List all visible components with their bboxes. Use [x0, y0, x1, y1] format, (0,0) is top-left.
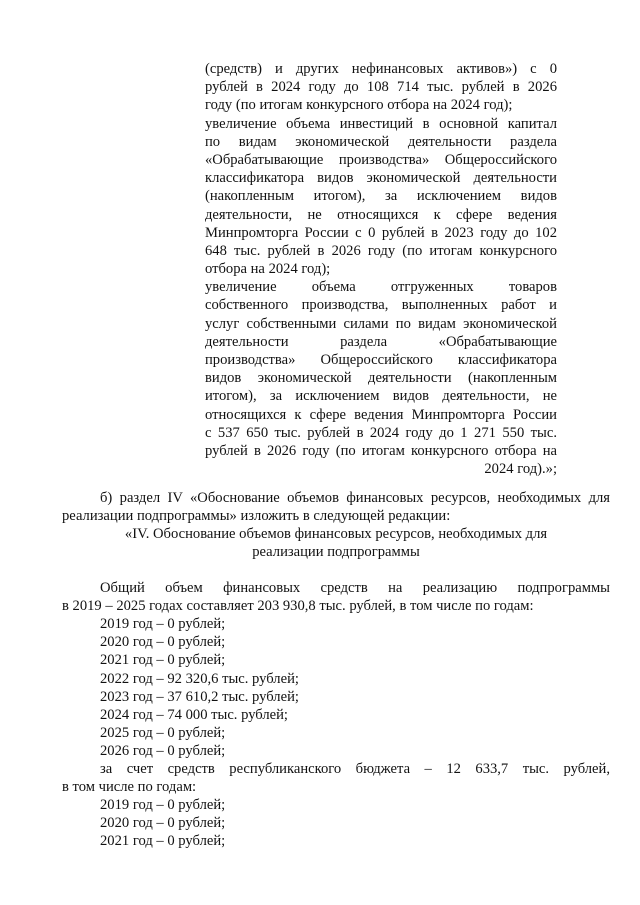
- total-funding-paragraph: [62, 579, 610, 615]
- targets-line: с 537 650 тыс. рублей в 2024 году до 1 271 550 тыс.: [205, 424, 557, 441]
- amendment-paragraph: [62, 489, 610, 525]
- amendment-line-1: б) раздел IV «Обоснование объемов финансовых ресурсов, необходимых для: [100, 490, 610, 506]
- targets-line: видов экономической деятельности (накопленным: [205, 370, 557, 387]
- targets-line: (накопленным итогом), за исключением видов: [205, 188, 557, 205]
- targets-line: производства» Общероссийского классификатора: [205, 352, 557, 368]
- total-year-item: 2023 год – 37 610,2 тыс. рублей;: [100, 688, 299, 705]
- republican-year-item: 2021 год – 0 рублей;: [100, 833, 226, 850]
- targets-line: увеличение объема инвестиций в основной капитал: [205, 115, 557, 132]
- targets-line: «Обрабатывающие производства» Общероссийского: [205, 151, 557, 168]
- targets-line: собственного производства, выполненных работ и: [205, 297, 557, 314]
- targets-line: относящихся к сфере ведения Минпромторга России: [205, 406, 557, 423]
- total-year-item: 2024 год – 74 000 тыс. рублей;: [100, 706, 288, 723]
- section-heading-line-2: реализации подпрограммы: [252, 544, 420, 561]
- amendment-line-2: реализации подпрограммы» изложить в следующей редакции:: [62, 508, 451, 525]
- republican-year-item: 2020 год – 0 рублей;: [100, 815, 226, 832]
- republican-budget-line-2: в том числе по годам:: [62, 779, 197, 796]
- section-heading-line-1: «IV. Обоснование объемов финансовых ресурсов, необходимых для: [124, 526, 548, 542]
- targets-line: деятельности раздела «Обрабатывающие: [205, 333, 557, 350]
- targets-line: по видам экономической деятельности раздела: [205, 133, 557, 150]
- republican-year-item: 2019 год – 0 рублей;: [100, 797, 226, 813]
- section-heading: [62, 525, 610, 561]
- total-funding-line-2: в 2019 – 2025 годах составляет 203 930,8 тыс. рублей, в том числе по годам:: [62, 598, 534, 615]
- targets-line: классификатора видов экономической деятельности: [205, 170, 557, 187]
- total-year-item: 2026 год – 0 рублей;: [100, 743, 226, 760]
- targets-line: 648 тыс. рублей в 2026 году (по итогам конкурсного: [205, 242, 557, 259]
- total-year-item: 2022 год – 92 320,6 тыс. рублей;: [100, 670, 299, 687]
- republican-budget-paragraph: [62, 760, 610, 796]
- republican-budget-line-1: за счет средств республиканского бюджета – 12 633,7 тыс. рублей,: [100, 761, 610, 777]
- targets-line: услуг собственными силами по видам экономической: [205, 315, 557, 332]
- republican-by-year-list: [62, 796, 610, 851]
- targets-line: отбора на 2024 год);: [205, 261, 331, 278]
- targets-line: году (по итогам конкурсного отбора на 2024 год);: [205, 97, 513, 114]
- targets-line: увеличение объема отгруженных товаров: [205, 279, 557, 296]
- targets-line: рублей в 2024 году до 108 714 тыс. рублей в 2026: [205, 79, 557, 96]
- targets-line: деятельности, не относящихся к сфере ведения: [205, 206, 557, 223]
- total-funding-line-1: Общий объем финансовых средств на реализацию подпрограммы: [100, 580, 610, 596]
- total-year-item: 2020 год – 0 рублей;: [100, 634, 226, 651]
- targets-line: Минпромторга России с 0 рублей в 2023 году до 102: [205, 224, 557, 241]
- targets-line: (средств) и других нефинансовых активов») с 0: [205, 61, 557, 77]
- total-year-item: 2021 год – 0 рублей;: [100, 652, 226, 669]
- targets-column: [205, 60, 557, 478]
- total-year-item: 2025 год – 0 рублей;: [100, 725, 226, 742]
- targets-line: 2024 год).»;: [484, 461, 557, 478]
- total-year-item: 2019 год – 0 рублей;: [100, 616, 226, 632]
- targets-line: итогом), за исключением видов деятельности, не: [205, 388, 557, 405]
- total-by-year-list: [62, 615, 610, 761]
- targets-line: рублей в 2026 году (по итогам конкурсного отбора на: [205, 442, 557, 459]
